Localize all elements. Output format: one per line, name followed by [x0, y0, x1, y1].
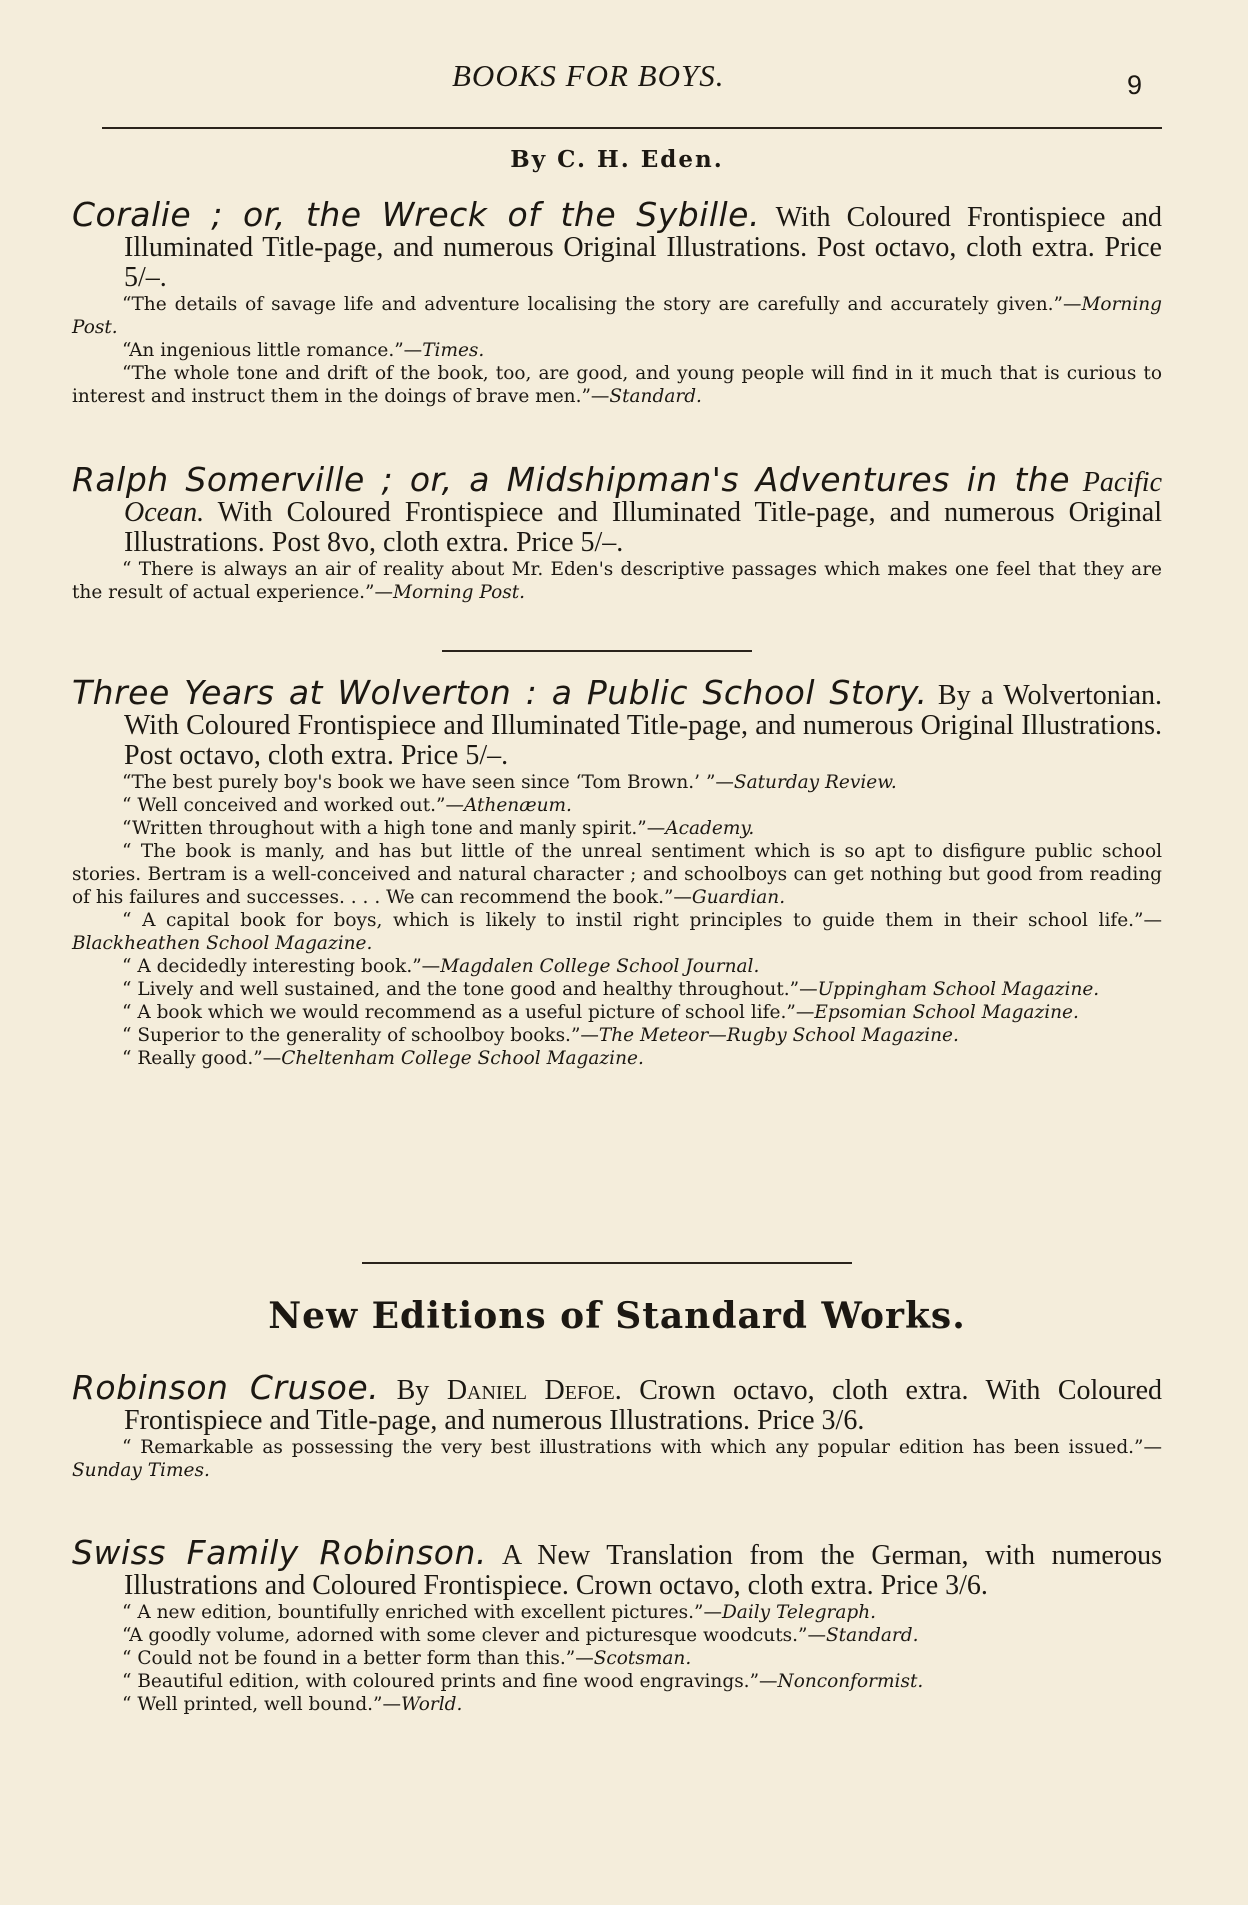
review-quote: “The best purely boy's book we have seen since ‘Tom Brown.’ ”—Saturday Review. [122, 772, 897, 793]
review-source: Times. [422, 340, 485, 361]
book-title: Ralph Somerville ; or, a Midshipman's Adventures in the [72, 460, 1071, 499]
review-source: World. [401, 1694, 463, 1715]
review-source: Morning Post. [393, 582, 526, 603]
review-source: Daily Telegraph. [721, 1602, 877, 1623]
review-quote: “ The book is manly, and has but little of the unreal sentiment which is so apt to disfigure public school stories. Bertram is a well-conceived and natural character ; and schoolboys can get nothing but good from reading of his failures and successes. . . . We can recommend the book.”—Guardian. [72, 841, 1162, 908]
review-quote: “The details of savage life and adventure localising the story are carefully and accurately given.”—Morning Post. [72, 294, 1162, 338]
book-entry-robinson-crusoe [72, 1368, 1163, 1482]
book-entry-wolverton [72, 673, 1163, 1070]
entry-lead [72, 1533, 1162, 1601]
book-catalogue-page [72, 0, 1162, 1905]
book-entry-ralph-somerville [72, 460, 1163, 604]
book-title: Coralie ; or, the Wreck of the Sybille. [72, 195, 760, 234]
entry-lead [72, 195, 1162, 293]
review-quote: “ A decidedly interesting book.”—Magdalen College School Journal. [122, 956, 760, 977]
review-quote: “ Well printed, well bound.”—World. [122, 1694, 463, 1715]
review-source: Academy. [665, 818, 755, 839]
book-description: With Coloured Frontispiece and Illuminated Title-page, and numerous Original Illustrations. Post 8vo, cloth extra. Price 5/–. [124, 497, 1162, 558]
review-source: Saturday Review. [733, 772, 897, 793]
review-quote: “ Remarkable as possessing the very best illustrations with which any popular edition has been issued.”—Sunday Times. [72, 1437, 1162, 1481]
review-quote: “ Lively and well sustained, and the tone good and healthy throughout.”—Uppingham School Magazine. [122, 979, 1100, 1000]
review-source: Athenæum. [463, 795, 572, 816]
review-quote: “ Really good.”—Cheltenham College School Magazine. [122, 1048, 644, 1069]
review-quote: “ A new edition, bountifully enriched with excellent pictures.”—Daily Telegraph. [122, 1602, 877, 1623]
review-source: Epsomian School Magazine. [814, 1002, 1079, 1023]
review-source: The Meteor—Rugby School Magazine. [598, 1025, 959, 1046]
review-source: Scotsman. [593, 1648, 692, 1669]
running-head [72, 58, 1162, 118]
book-entry-coralie [72, 195, 1162, 408]
running-title: BOOKS FOR BOYS. [452, 58, 725, 93]
book-description: With Coloured Frontispiece and Illuminated Title-page, and numerous Original Illustrations. Post octavo, cloth extra. Price 5/–. [124, 202, 1162, 293]
divider-rule [362, 1262, 852, 1264]
review-source: Standard. [825, 1625, 919, 1646]
review-quote: “ Could not be found in a better form than this.”—Scotsman. [122, 1648, 692, 1669]
review-quote: “An ingenious little romance.”—Times. [122, 340, 485, 361]
review-quote: “ There is always an air of reality about Mr. Eden's descriptive passages which makes one feel that they are the result of actual experience.”—Morning Post. [72, 559, 1162, 603]
entry-lead [72, 1368, 1163, 1436]
review-source: Sunday Times. [72, 1460, 210, 1481]
entry-lead [72, 673, 1163, 771]
page-number: 9 [1126, 70, 1142, 100]
review-source: Morning Post. [72, 294, 1162, 338]
review-quote: “A goodly volume, adorned with some clever and picturesque woodcuts.”—Standard. [122, 1625, 919, 1646]
review-source: Nonconformist. [777, 1671, 924, 1692]
book-title: Swiss Family Robinson. [72, 1533, 487, 1572]
review-quote: “ Beautiful edition, with coloured prints and fine wood engravings.”—Nonconformist. [122, 1671, 924, 1692]
book-description: A New Translation from the German, with numerous Illustrations and Coloured Frontispiece. Crown octavo, cloth extra. Price 3/6. [124, 1540, 1162, 1601]
book-title-continuation: Pacific Ocean. [124, 467, 1163, 528]
book-description: By a Wolvertonian. With Coloured Frontispiece and Illuminated Title-page, and numerous Original Illustrations. Post octavo, cloth extra. Price 5/–. [124, 680, 1163, 771]
review-quote: “ A capital book for boys, which is likely to instil right principles to guide them in their school life.”—Blackheathen School Magazine. [72, 910, 1162, 954]
author-line: By C. H. Eden. [510, 146, 724, 173]
review-source: Cheltenham College School Magazine. [281, 1048, 644, 1069]
book-title: Three Years at Wolverton : a Public School Story. [72, 673, 928, 712]
book-by: By [396, 1375, 430, 1406]
review-quote: “Written throughout with a high tone and manly spirit.”—Academy. [122, 818, 755, 839]
header-rule [102, 127, 1162, 129]
review-source: Uppingham School Magazine. [817, 979, 1100, 1000]
review-source: Standard. [609, 386, 702, 407]
review-source: Guardian. [691, 887, 786, 908]
book-entry-swiss-family-robinson [72, 1533, 1162, 1716]
book-description: Crown octavo, cloth extra. With Coloured Frontispiece and Title-page, and numerous Illustrations. Price 3/6. [124, 1375, 1163, 1436]
book-title: Robinson Crusoe. [72, 1368, 380, 1407]
review-quote: “The whole tone and drift of the book, too, are good, and young people will find in it much that is curious to interest and instruct them in the doings of brave men.”—Standard. [72, 363, 1162, 407]
section-heading: New Editions of Standard Works. [268, 1295, 966, 1337]
book-author: Daniel Defoe. [446, 1375, 622, 1406]
review-source: Blackheathen School Magazine. [72, 933, 373, 954]
divider-rule [442, 650, 752, 652]
review-quote: “ Superior to the generality of schoolboy books.”—The Meteor—Rugby School Magazine. [122, 1025, 959, 1046]
review-quote: “ A book which we would recommend as a useful picture of school life.”—Epsomian School Magazine. [122, 1002, 1079, 1023]
entry-lead [72, 460, 1163, 558]
review-quote: “ Well conceived and worked out.”—Athenæum. [122, 795, 572, 816]
review-source: Magdalen College School Journal. [440, 956, 760, 977]
